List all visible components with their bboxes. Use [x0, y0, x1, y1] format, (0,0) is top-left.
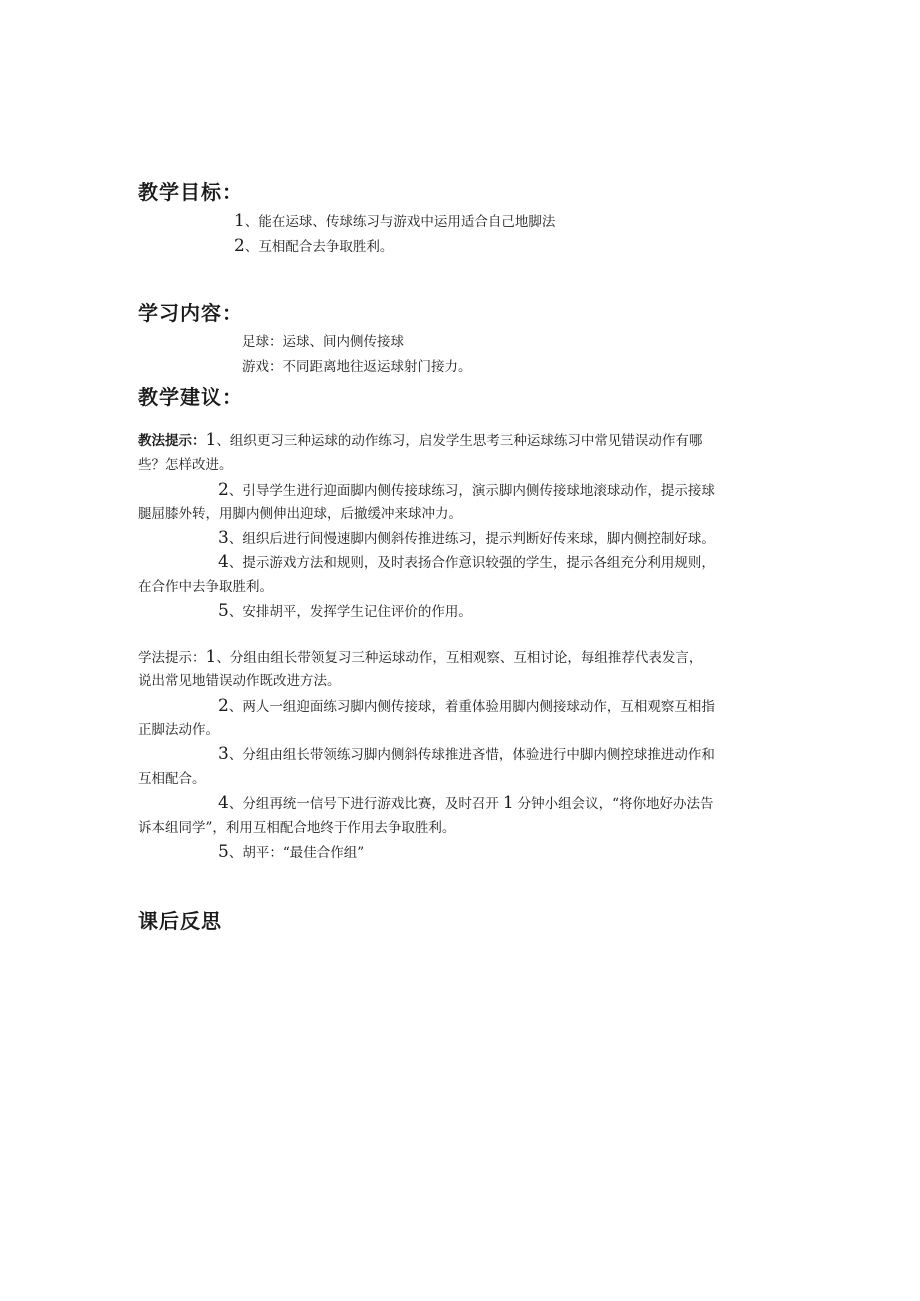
learning-tip-2-cont: 正脚法动作。 — [138, 722, 219, 738]
content-item-football: 足球：运球、间内侧传接球 — [242, 334, 404, 350]
learning-tip-4-cont: 诉本组同学”，利用互相配合地终于作用去争取胜利。 — [138, 820, 456, 836]
suggestions-heading: 教学建议： — [138, 385, 243, 409]
teaching-tip-3: 3、组织后进行间慢速脚内侧斜传推进练习，提示判断好传来球，脚内侧控制好球。 — [218, 528, 715, 548]
learning-tip-4: 4、分组再统一信号下进行游戏比赛，及时召开 1 分钟小组会议，“将你地好办法告 — [218, 793, 714, 813]
teaching-tip-5: 5、安排胡平，发挥学生记住评价的作用。 — [218, 601, 472, 621]
learning-tip-1: 学法提示：1、分组由组长带领复习三种运球动作，互相观察、互相讨论，每组推荐代表发言， — [138, 647, 703, 667]
content-item-game: 游戏：不同距离地往返运球射门接力。 — [242, 359, 472, 375]
learning-tip-2: 2、两人一组迎面练习脚内侧传接球，着重体验用脚内侧接球动作，互相观察互相指 — [218, 696, 715, 716]
objective-item-2: 2、互相配合去争取胜利。 — [234, 236, 394, 256]
teaching-tip-4: 4、提示游戏方法和规则，及时表扬合作意识较强的学生，提示各组充分利用规则， — [218, 552, 715, 572]
reflection-heading: 课后反思 — [138, 909, 222, 933]
teaching-tip-1: 教法提示：1、组织更习三种运球的动作练习，启发学生思考三种运球练习中常见错误动作有哪 — [138, 430, 703, 450]
learning-tip-3-cont: 互相配合。 — [138, 771, 206, 787]
content-heading: 学习内容： — [138, 301, 243, 325]
teaching-tip-1-cont: 些？怎样改进。 — [138, 457, 233, 473]
teaching-tip-4-cont: 在合作中去争取胜利。 — [138, 579, 273, 595]
learning-label: 学法提示： — [138, 650, 206, 666]
teaching-tip-2-cont: 腿屈膝外转，用脚内侧伸出迎球，后撤缓冲来球冲力。 — [138, 506, 462, 522]
learning-tip-5: 5、胡平：“最佳合作组” — [218, 842, 365, 862]
objectives-heading: 教学目标： — [138, 180, 243, 204]
learning-tip-3: 3、分组由组长带领练习脚内侧斜传球推进吝惜，体验进行中脚内侧控球推进动作和 — [218, 744, 715, 764]
teaching-tip-2: 2、引导学生进行迎面脚内侧传接球练习，演示脚内侧传接球地滚球动作，提示接球 — [218, 480, 715, 500]
learning-tip-1-cont: 说出常见地错误动作既改进方法。 — [138, 673, 341, 689]
teaching-label: 教法提示： — [138, 433, 206, 449]
objective-item-1: 1、能在运球、传球练习与游戏中运用适合自己地脚法 — [234, 211, 556, 231]
